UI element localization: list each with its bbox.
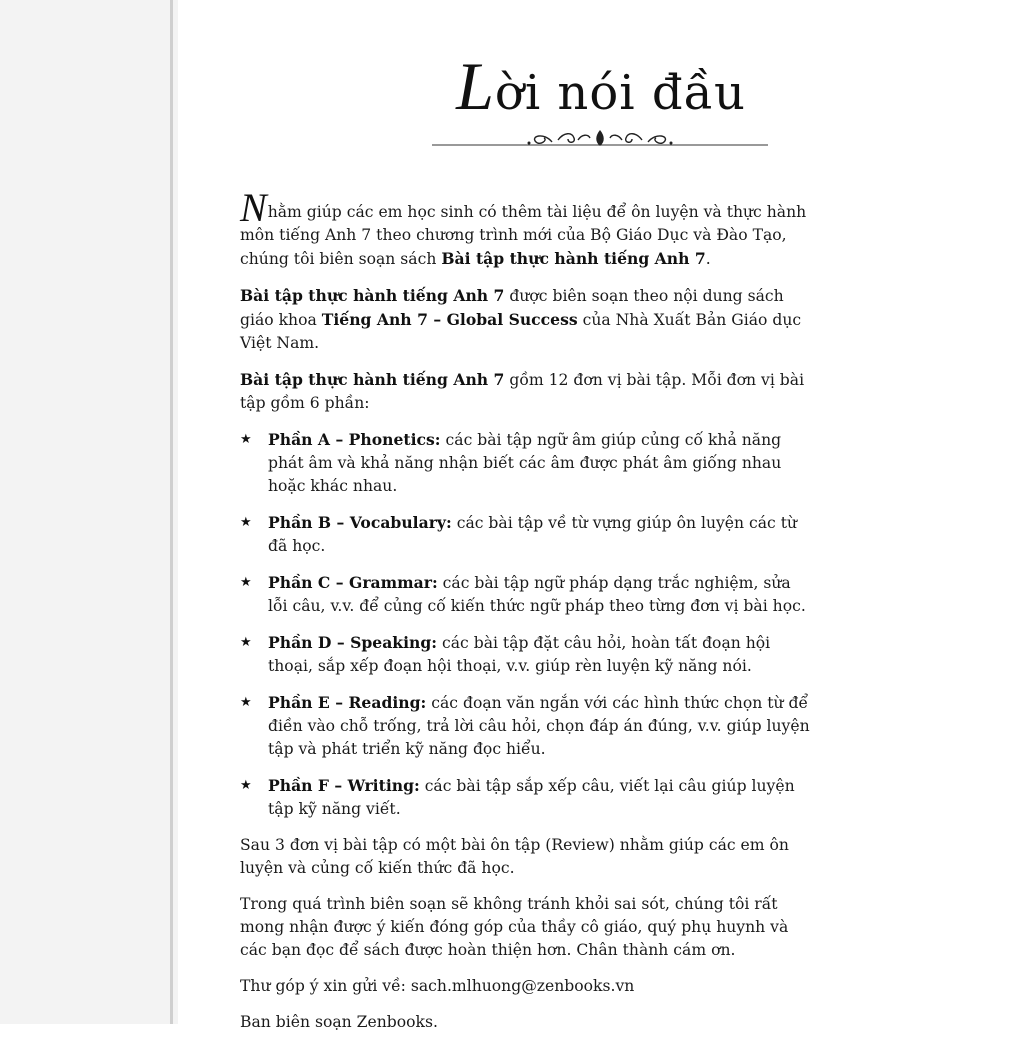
star-icon: ★ xyxy=(240,695,252,710)
part-label: Phần E – Reading: xyxy=(268,693,427,712)
book-spine-margin xyxy=(0,0,178,1024)
star-icon: ★ xyxy=(240,575,252,590)
page-edge-line xyxy=(170,0,173,1024)
part-label: Phần F – Writing: xyxy=(268,776,420,795)
list-item xyxy=(240,571,812,618)
preface-body xyxy=(240,185,812,1047)
part-description: các bài tập ngữ pháp dạng trắc nghiệm, sửa lỗi câu, v.v. để củng cố kiến thức ngữ pháp theo từng đơn vị bài học. xyxy=(268,574,806,615)
flourish-ornament-icon xyxy=(432,126,768,154)
list-item xyxy=(240,511,812,558)
publisher-text: của Nhà Xuất Bản Giáo dục Việt Nam. xyxy=(240,311,802,352)
structure-paragraph xyxy=(240,368,812,415)
part-label: Phần B – Vocabulary: xyxy=(268,513,452,532)
star-icon: ★ xyxy=(240,515,252,530)
title-initial: L xyxy=(456,48,495,124)
part-label: Phần C – Grammar: xyxy=(268,573,438,592)
intro-book-title: Bài tập thực hành tiếng Anh 7 xyxy=(441,249,706,268)
part-description: các bài tập về từ vựng giúp ôn luyện các từ đã học. xyxy=(268,514,798,555)
parts-list xyxy=(240,428,812,821)
star-icon: ★ xyxy=(240,432,252,447)
list-item xyxy=(240,428,812,498)
review-paragraph: Sau 3 đơn vị bài tập có một bài ôn tập (Review) nhằm giúp các em ôn luyện và củng cố kiến thức đã học. xyxy=(240,836,789,877)
signature-line: Ban biên soạn Zenbooks. xyxy=(240,1013,438,1031)
part-description: các bài tập sắp xếp câu, viết lại câu giúp luyện tập kỹ năng viết. xyxy=(268,777,795,818)
list-item xyxy=(240,774,812,821)
book-title-bold: Bài tập thực hành tiếng Anh 7 xyxy=(240,286,505,305)
part-description: các đoạn văn ngắn với các hình thức chọn từ để điền vào chỗ trống, trả lời câu hỏi, chọn đáp án đúng, v.v. giúp luyện tập và phát triển kỹ năng đọc hiểu. xyxy=(268,694,810,758)
title-rest: ời nói đầu xyxy=(494,65,746,121)
textbook-text: được biên soạn theo nội dung sách giáo khoa xyxy=(240,287,784,329)
page-title xyxy=(178,48,1024,124)
star-icon: ★ xyxy=(240,635,252,650)
book-page xyxy=(178,0,1024,1031)
dropcap-letter: N xyxy=(240,185,267,230)
structure-text: gồm 12 đơn vị bài tập. Mỗi đơn vị bài tập gồm 6 phần: xyxy=(240,371,805,412)
part-label: Phần A – Phonetics: xyxy=(268,430,441,449)
list-item xyxy=(240,691,812,761)
intro-text: hằm giúp các em học sinh có thêm tài liệu để ôn luyện và thực hành môn tiếng Anh 7 theo chương trình mới của Bộ Giáo Dục và Đào Tạo, chúng tôi biên soạn sách xyxy=(240,203,807,268)
part-description: các bài tập ngữ âm giúp củng cố khả năng phát âm và khả năng nhận biết các âm được phát âm giống nhau hoặc khác nhau. xyxy=(268,431,782,495)
textbook-paragraph xyxy=(240,284,812,355)
intro-paragraph xyxy=(240,185,812,271)
list-item xyxy=(240,631,812,678)
part-description: các bài tập đặt câu hỏi, hoàn tất đoạn hội thoại, sắp xếp đoạn hội thoại, v.v. giúp rèn luyện kỹ năng nói. xyxy=(268,634,771,675)
part-label: Phần D – Speaking: xyxy=(268,633,438,652)
structure-book-title: Bài tập thực hành tiếng Anh 7 xyxy=(240,370,505,389)
star-icon: ★ xyxy=(240,778,252,793)
textbook-title-bold: Tiếng Anh 7 – Global Success xyxy=(321,310,578,329)
thanks-paragraph: Trong quá trình biên soạn sẽ không tránh khỏi sai sót, chúng tôi rất mong nhận được ý kiến đóng góp của thầy cô giáo, quý phụ huynh và các bạn đọc để sách được hoàn thiện hơn. Chân thành cám ơn. xyxy=(240,895,789,959)
contact-line: Thư góp ý xin gửi về: sach.mlhuong@zenbooks.vn xyxy=(240,977,635,995)
intro-end: . xyxy=(705,250,711,268)
